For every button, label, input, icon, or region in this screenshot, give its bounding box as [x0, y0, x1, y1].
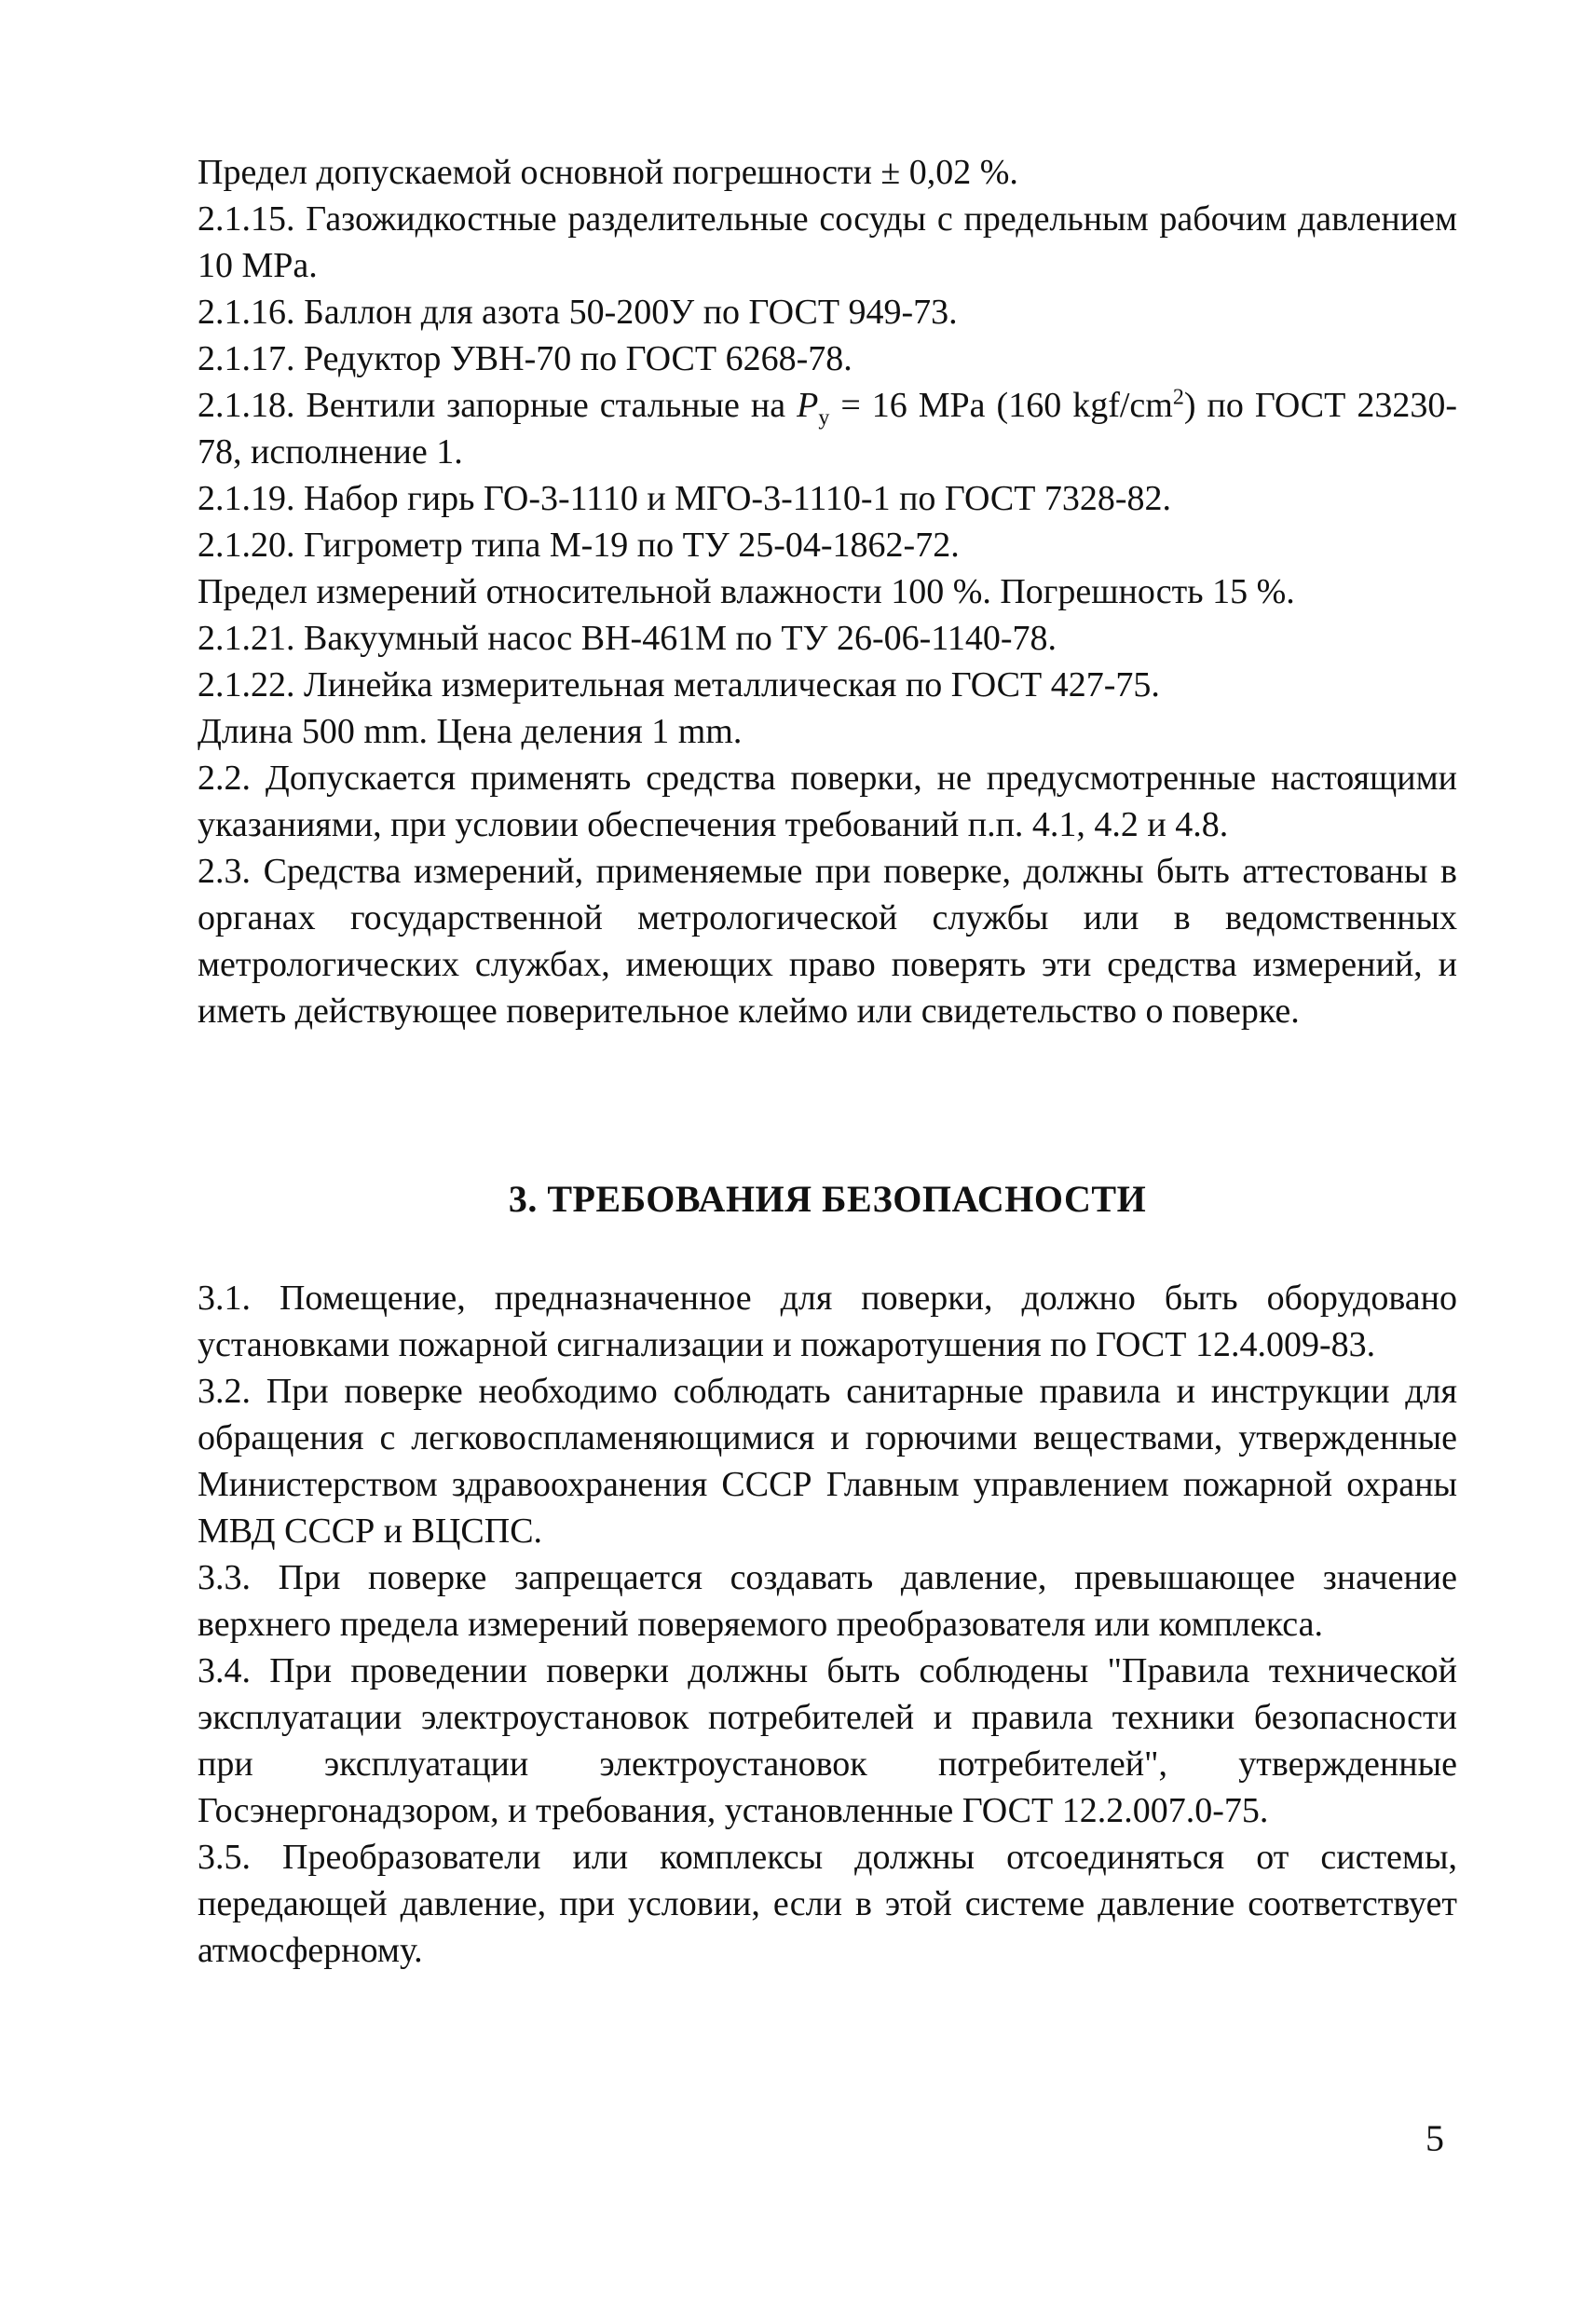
- paragraph-text: 3.4. При проведении поверки должны быть соблюдены "Правила технической эксплуатации электроустановок потребителей и правила техники безопасности при эксплуатации электроустановок потребителей", утвержденные Госэнергонадзором, и требования, установленные ГОСТ 12.2.007.0-75.: [198, 1651, 1457, 1830]
- paragraph-text: 2.1.19. Набор гирь ГО-3-1110 и МГО-3-1110-1 по ГОСТ 7328-82.: [198, 479, 1172, 518]
- paragraph: [198, 1648, 1457, 1834]
- section-3: [198, 1275, 1457, 1974]
- paragraph: [198, 1275, 1457, 1368]
- paragraph-text: 2.1.17. Редуктор УВН-70 по ГОСТ 6268-78.: [198, 339, 853, 378]
- section-heading: 3. ТРЕБОВАНИЯ БЕЗОПАСНОСТИ: [508, 1178, 1147, 1220]
- paragraph: [198, 1834, 1457, 1974]
- paragraph-text: 3.1. Помещение, предназначенное для поверки, должно быть оборудовано установками пожарной сигнализации и пожаротушения по ГОСТ 12.4.009-83.: [198, 1279, 1457, 1364]
- paragraph: [198, 568, 1457, 615]
- paragraph: [198, 522, 1457, 568]
- paragraph-text: Предел измерений относительной влажности 100 %. Погрешность 15 %.: [198, 572, 1295, 611]
- paragraph-text: ) по ГОСТ 23230-78, исполнение 1.: [198, 386, 1457, 472]
- paragraph: [198, 475, 1457, 522]
- paragraph: [198, 1368, 1457, 1554]
- paragraph-text: 2.1.15. Газожидкостные разделительные сосуды с предельным рабочим давлением 10 MPa.: [198, 199, 1457, 285]
- paragraph: [198, 335, 1457, 382]
- paragraph: [198, 708, 1457, 755]
- paragraph: [198, 196, 1457, 289]
- formula-superscript: 2: [1172, 385, 1184, 410]
- paragraph: [198, 615, 1457, 662]
- paragraph-text: 2.1.16. Баллон для азота 50-200У по ГОСТ 949-73.: [198, 293, 958, 332]
- paragraph-text: 2.3. Средства измерений, применяемые при поверке, должны быть аттестованы в органах государственной метрологической службы или в ведомственных метрологических службах, имеющих право поверять эти средства измерений, и иметь действующее поверительное клеймо или свидетельство о поверке.: [198, 852, 1457, 1031]
- paragraph-text: 3.3. При поверке запрещается создавать давление, превышающее значение верхнего предела измерений поверяемого преобразователя или комплекса.: [198, 1558, 1457, 1644]
- paragraph-text: Предел допускаемой основной погрешности ± 0,02 %.: [198, 153, 1018, 192]
- paragraph: [198, 149, 1457, 196]
- page-number: 5: [1425, 2117, 1444, 2159]
- paragraph-text: 2.1.21. Вакуумный насос ВН-461М по ТУ 26-06-1140-78.: [198, 619, 1057, 658]
- paragraph: [198, 755, 1457, 848]
- paragraph: [198, 1554, 1457, 1648]
- section-2-continued: [198, 149, 1457, 1034]
- paragraph-text: 3.2. При поверке необходимо соблюдать санитарные правила и инструкции для обращения с легковоспламеняющимися и горючими веществами, утвержденные Министерством здравоохранения СССР Главным управлением пожарной охраны МВД СССР и ВЦСПС.: [198, 1372, 1457, 1551]
- paragraph-text: 2.2. Допускается применять средства поверки, не предусмотренные настоящими указаниями, при условии обеспечения требований п.п. 4.1, 4.2 и 4.8.: [198, 759, 1457, 844]
- paragraph-text: 2.1.20. Гигрометр типа М-19 по ТУ 25-04-1862-72.: [198, 526, 960, 565]
- paragraph-text: 3.5. Преобразователи или комплексы должны отсоединяться от системы, передающей давление, при условии, если в этой системе давление соответствует атмосферному.: [198, 1838, 1457, 1970]
- paragraph-text: 2.1.18. Вентили запорные стальные на: [198, 386, 798, 425]
- formula-subscript: y: [818, 405, 830, 431]
- paragraph-text: 2.1.22. Линейка измерительная металлическая по ГОСТ 427-75.: [198, 665, 1160, 705]
- paragraph: [198, 662, 1457, 708]
- paragraph: [198, 289, 1457, 335]
- paragraph: [198, 382, 1457, 475]
- paragraph-text: = 16 MPa (160 kgf/cm: [829, 386, 1173, 425]
- paragraph-text: Длина 500 mm. Цена деления 1 mm.: [198, 712, 743, 751]
- paragraph: [198, 848, 1457, 1034]
- formula-variable: P: [797, 386, 819, 425]
